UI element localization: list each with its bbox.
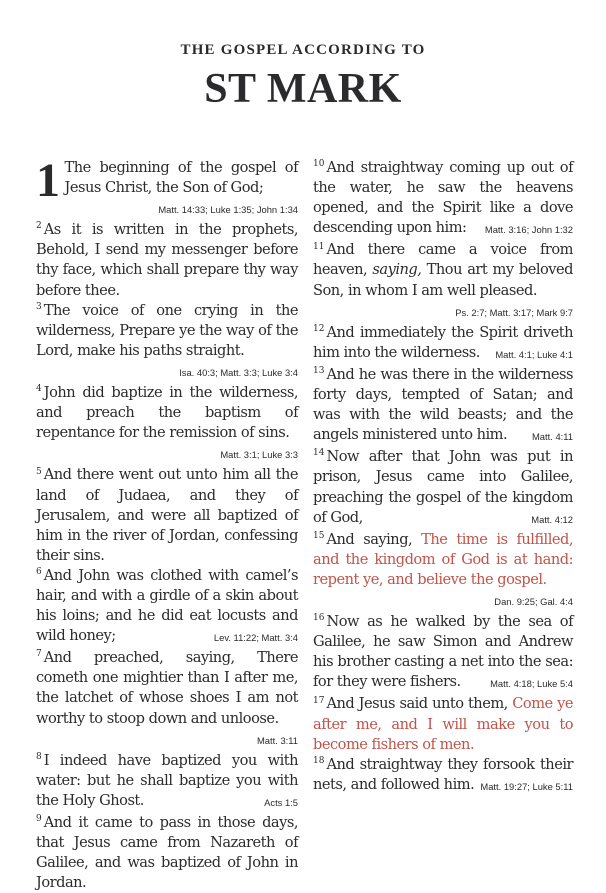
- verse-number: 12: [313, 323, 325, 334]
- verse-1: 1 The beginning of the gospel of Jesus Christ, the Son of God; Matt. 14:33; Luke 1:35; John 1:34: [36, 158, 298, 198]
- verse-3: $^3$ The voice of one crying in the wilderness, Prepare ye the way of the Lord, make his paths straight. Isa. 40:3; Matt. 3:3; Luke 3:4: [36, 301, 298, 361]
- verse-number: 16: [313, 613, 325, 624]
- verse-14: $^{14}$ Now after that John was put in prison, Jesus came into Galilee, preaching the gospel of the kingdom of God, Matt. 4:12: [313, 447, 573, 527]
- verse-number: 5: [36, 466, 42, 477]
- cross-reference: Dan. 9:25; Gal. 4:4: [494, 595, 573, 607]
- cross-reference: Matt. 3:1; Luke 3:3: [220, 449, 298, 461]
- verse-2: $^2$ As it is written in the prophets, Behold, I send my messenger before thy face, which shall prepare thy way before thee.: [36, 221, 298, 299]
- verse-number: 18: [313, 755, 325, 766]
- verse-9: $^9$ And it came to pass in those days, that Jesus came from Nazareth of Galilee, and was baptized of John in Jordan.: [36, 814, 298, 892]
- verse-number: 2: [36, 221, 42, 232]
- verse-number: 4: [36, 384, 42, 395]
- right-column: [313, 158, 573, 797]
- words-of-christ: Come ye after me, and I will make you to become fishers of men.: [313, 695, 573, 753]
- book-title: ST MARK: [204, 66, 402, 112]
- cross-reference: Matt. 4:11: [532, 431, 573, 443]
- cross-reference: Matt. 4:12: [531, 513, 573, 525]
- verse-4: $^4$ John did baptize in the wilderness, and preach the baptism of repentance for the remission of sins. Matt. 3:1; Luke 3:3: [36, 383, 298, 443]
- verse-6: $^6$ And John was clothed with camel’s hair, and with a girdle of a skin about his loins; and he did eat locusts and wild honey; Lev. 11:22; Matt. 3:4: [36, 566, 298, 646]
- cross-reference: Lev. 11:22; Matt. 3:4: [213, 632, 298, 644]
- cross-reference: Matt. 3:16; John 1:32: [484, 224, 573, 236]
- verse-11: $^{11}$ And there came a voice from heaven, saying, Thou art my beloved Son, in whom I am well pleased. Ps. 2:7; Matt. 3:17; Mark 9:7: [313, 240, 573, 300]
- verse-17: $^{17}$ And Jesus said unto them, Come ye after me, and I will make you to become fishers of men.: [313, 695, 573, 753]
- chapter-number: 1: [36, 154, 60, 207]
- verse-5: $^5$ And there went out unto him all the land of Judaea, and they of Jerusalem, and were all baptized of him in the river of Jordan, confessing their sins.: [36, 466, 298, 564]
- verse-number: 17: [313, 695, 325, 706]
- verse-number: 8: [36, 751, 42, 762]
- cross-reference: Isa. 40:3; Matt. 3:3; Luke 3:4: [179, 366, 298, 378]
- verse-13: $^{13}$ And he was there in the wilderness forty days, tempted of Satan; and was with the wild beasts; and the angels ministered unto him. Matt. 4:11: [313, 365, 573, 445]
- verse-7: $^7$ And preached, saying, There cometh one mightier than I after me, the latchet of whose shoes I am not worthy to stoop down and unloose. Matt. 3:11: [36, 648, 298, 728]
- cross-reference: Matt. 4:18; Luke 5:4: [490, 678, 573, 690]
- verse-number: 7: [36, 649, 42, 660]
- verse-number: 10: [313, 159, 325, 170]
- verse-number: 6: [36, 567, 42, 578]
- cross-reference: Ps. 2:7; Matt. 3:17; Mark 9:7: [455, 306, 573, 318]
- verse-12: $^{12}$ And immediately the Spirit driveth him into the wilderness. Matt. 4:1; Luke 4:1: [313, 323, 573, 363]
- verse-number: 15: [313, 530, 325, 541]
- cross-reference: Matt. 4:1; Luke 4:1: [495, 348, 573, 360]
- cross-reference: Acts 1:5: [264, 796, 298, 808]
- verse-number: 11: [313, 241, 325, 252]
- verse-number: 14: [313, 448, 325, 459]
- verse-10: $^{10}$ And straightway coming up out of the water, he saw the heavens opened, and the Spirit like a dove descending upon him: Matt. 3:16; John 1:32: [313, 158, 573, 238]
- verse-8: $^8$ I indeed have baptized you with water: but he shall baptize you with the Holy Ghost. Acts 1:5: [36, 751, 298, 811]
- verse-number: 3: [36, 301, 42, 312]
- cross-reference: Matt. 3:11: [257, 734, 298, 746]
- cross-reference: Matt. 19:27; Luke 5:11: [480, 780, 573, 792]
- words-of-christ: The time is fulfilled, and the kingdom of God is at hand: repent ye, and believe the gospel.: [313, 530, 573, 588]
- book-subtitle: THE GOSPEL ACCORDING TO: [180, 42, 426, 58]
- verse-number: 9: [36, 814, 42, 825]
- left-column: [36, 154, 298, 893]
- verse-18: $^{18}$ And straightway they forsook their nets, and followed him. Matt. 19:27; Luke 5:11: [313, 755, 573, 795]
- cross-reference: Matt. 14:33; Luke 1:35; John 1:34: [158, 204, 298, 216]
- verse-15: $^{15}$ And saying, The time is fulfilled, and the kingdom of God is at hand: repent ye, and believe the gospel. Dan. 9:25; Gal. 4:4: [313, 530, 573, 590]
- verse-number: 13: [313, 366, 325, 377]
- verse-16: $^{16}$ Now as he walked by the sea of Galilee, he saw Simon and Andrew his brother casting a net into the sea: for they were fishers. Matt. 4:18; Luke 5:4: [313, 612, 573, 692]
